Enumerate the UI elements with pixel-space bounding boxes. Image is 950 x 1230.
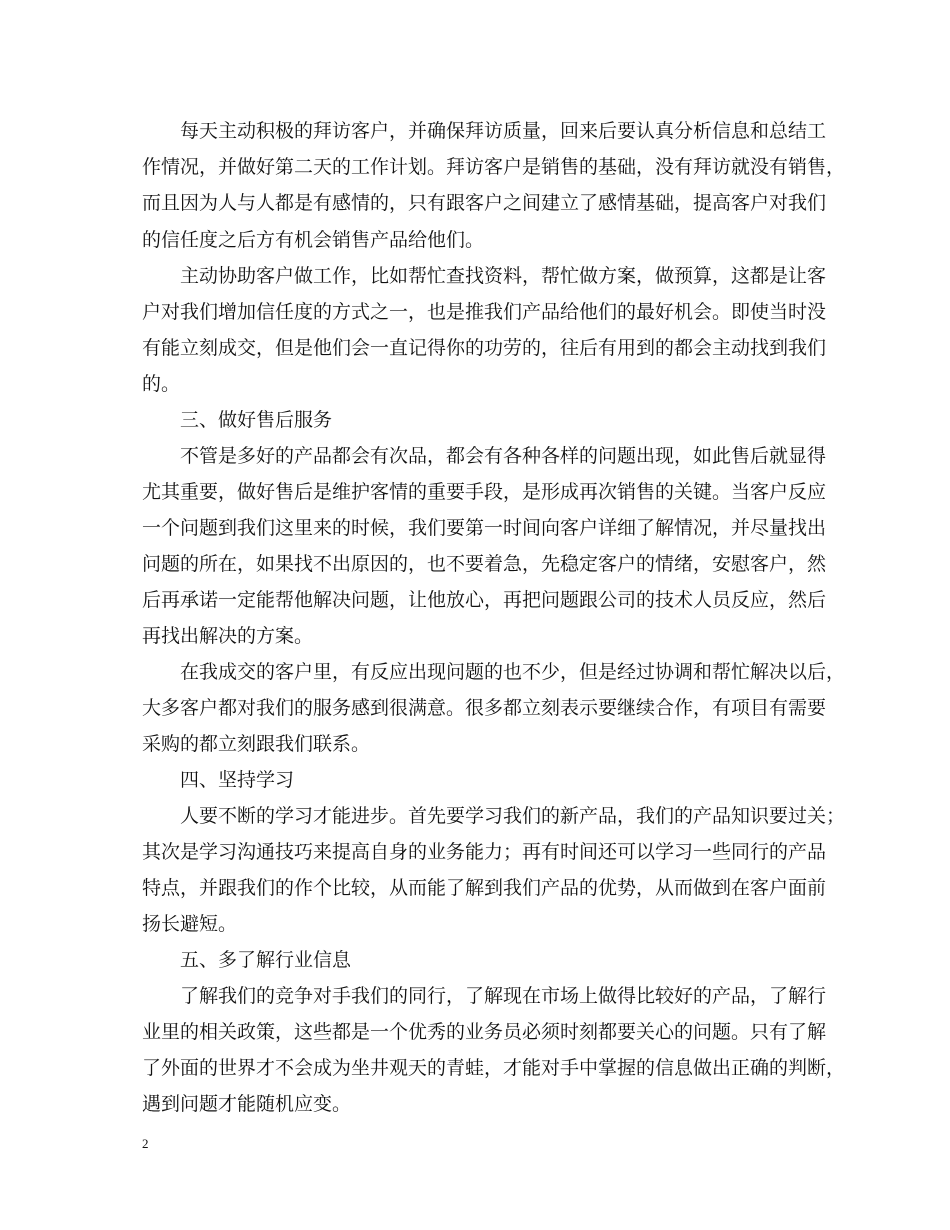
paragraph-5-line-3: 特点，并跟我们的作个比较，从而能了解到我们产品的优势，从而做到在客户面前 (142, 877, 827, 899)
section-heading-5: 五、多了解行业信息 (180, 949, 352, 971)
paragraph-3-line-6: 再找出解决的方案。 (142, 625, 314, 647)
section-heading-3: 三、做好售后服务 (180, 409, 333, 431)
paragraph-1-line-3: 而且因为人与人都是有感情的，只有跟客户之间建立了感情基础，提高客户对我们 (142, 192, 827, 214)
paragraph-4-line-3: 采购的都立刻跟我们联系。 (142, 733, 371, 755)
paragraph-1-line-2: 作情况，并做好第二天的工作计划。拜访客户是销售的基础，没有拜访就没有销售， (142, 156, 846, 178)
paragraph-5-line-1: 人要不断的学习才能进步。首先要学习我们的新产品，我们的产品知识要过关； (180, 805, 846, 827)
paragraph-5-line-4: 扬长避短。 (142, 913, 238, 935)
paragraph-3-line-4: 问题的所在，如果找不出原因的，也不要着急，先稳定客户的情绪，安慰客户，然 (142, 553, 827, 575)
section-heading-4: 四、坚持学习 (180, 769, 295, 791)
paragraph-6-line-1: 了解我们的竞争对手我们的同行，了解现在市场上做得比较好的产品，了解行 (180, 985, 827, 1007)
paragraph-3-line-3: 一个问题到我们这里来的时候，我们要第一时间向客户详细了解情况，并尽量找出 (142, 517, 827, 539)
paragraph-1-line-1: 每天主动积极的拜访客户，并确保拜访质量，回来后要认真分析信息和总结工 (180, 120, 827, 142)
paragraph-2-line-4: 的。 (142, 373, 181, 395)
paragraph-3-line-5: 后再承诺一定能帮他解决问题，让他放心，再把问题跟公司的技术人员反应，然后 (142, 589, 827, 611)
paragraph-3-line-1: 不管是多好的产品都会有次品，都会有各种各样的问题出现，如此售后就显得 (180, 445, 827, 467)
paragraph-2-line-2: 户对我们增加信任度的方式之一，也是推我们产品给他们的最好机会。即使当时没 (142, 301, 827, 323)
paragraph-2-line-1: 主动协助客户做工作，比如帮忙查找资料，帮忙做方案，做预算，这都是让客 (180, 265, 827, 287)
paragraph-6-line-4: 遇到问题才能随机应变。 (142, 1093, 352, 1115)
paragraph-6-line-3: 了外面的世界才不会成为坐井观天的青蛙，才能对手中掌握的信息做出正确的判断， (142, 1057, 846, 1079)
paragraph-4-line-1: 在我成交的客户里，有反应出现问题的也不少，但是经过协调和帮忙解决以后， (180, 661, 846, 683)
paragraph-3-line-2: 尤其重要，做好售后是维护客情的重要手段，是形成再次销售的关键。当客户反应 (142, 481, 827, 503)
paragraph-1-line-4: 的信任度之后方有机会销售产品给他们。 (142, 229, 485, 251)
paragraph-6-line-2: 业里的相关政策，这些都是一个优秀的业务员必须时刻都要关心的问题。只有了解 (142, 1021, 827, 1043)
page-number: 2 (142, 1136, 149, 1151)
paragraph-2-line-3: 有能立刻成交，但是他们会一直记得你的功劳的，往后有用到的都会主动找到我们 (142, 337, 827, 359)
paragraph-5-line-2: 其次是学习沟通技巧来提高自身的业务能力；再有时间还可以学习一些同行的产品 (142, 841, 827, 863)
paragraph-4-line-2: 大多客户都对我们的服务感到很满意。很多都立刻表示要继续合作，有项目有需要 (142, 697, 827, 719)
